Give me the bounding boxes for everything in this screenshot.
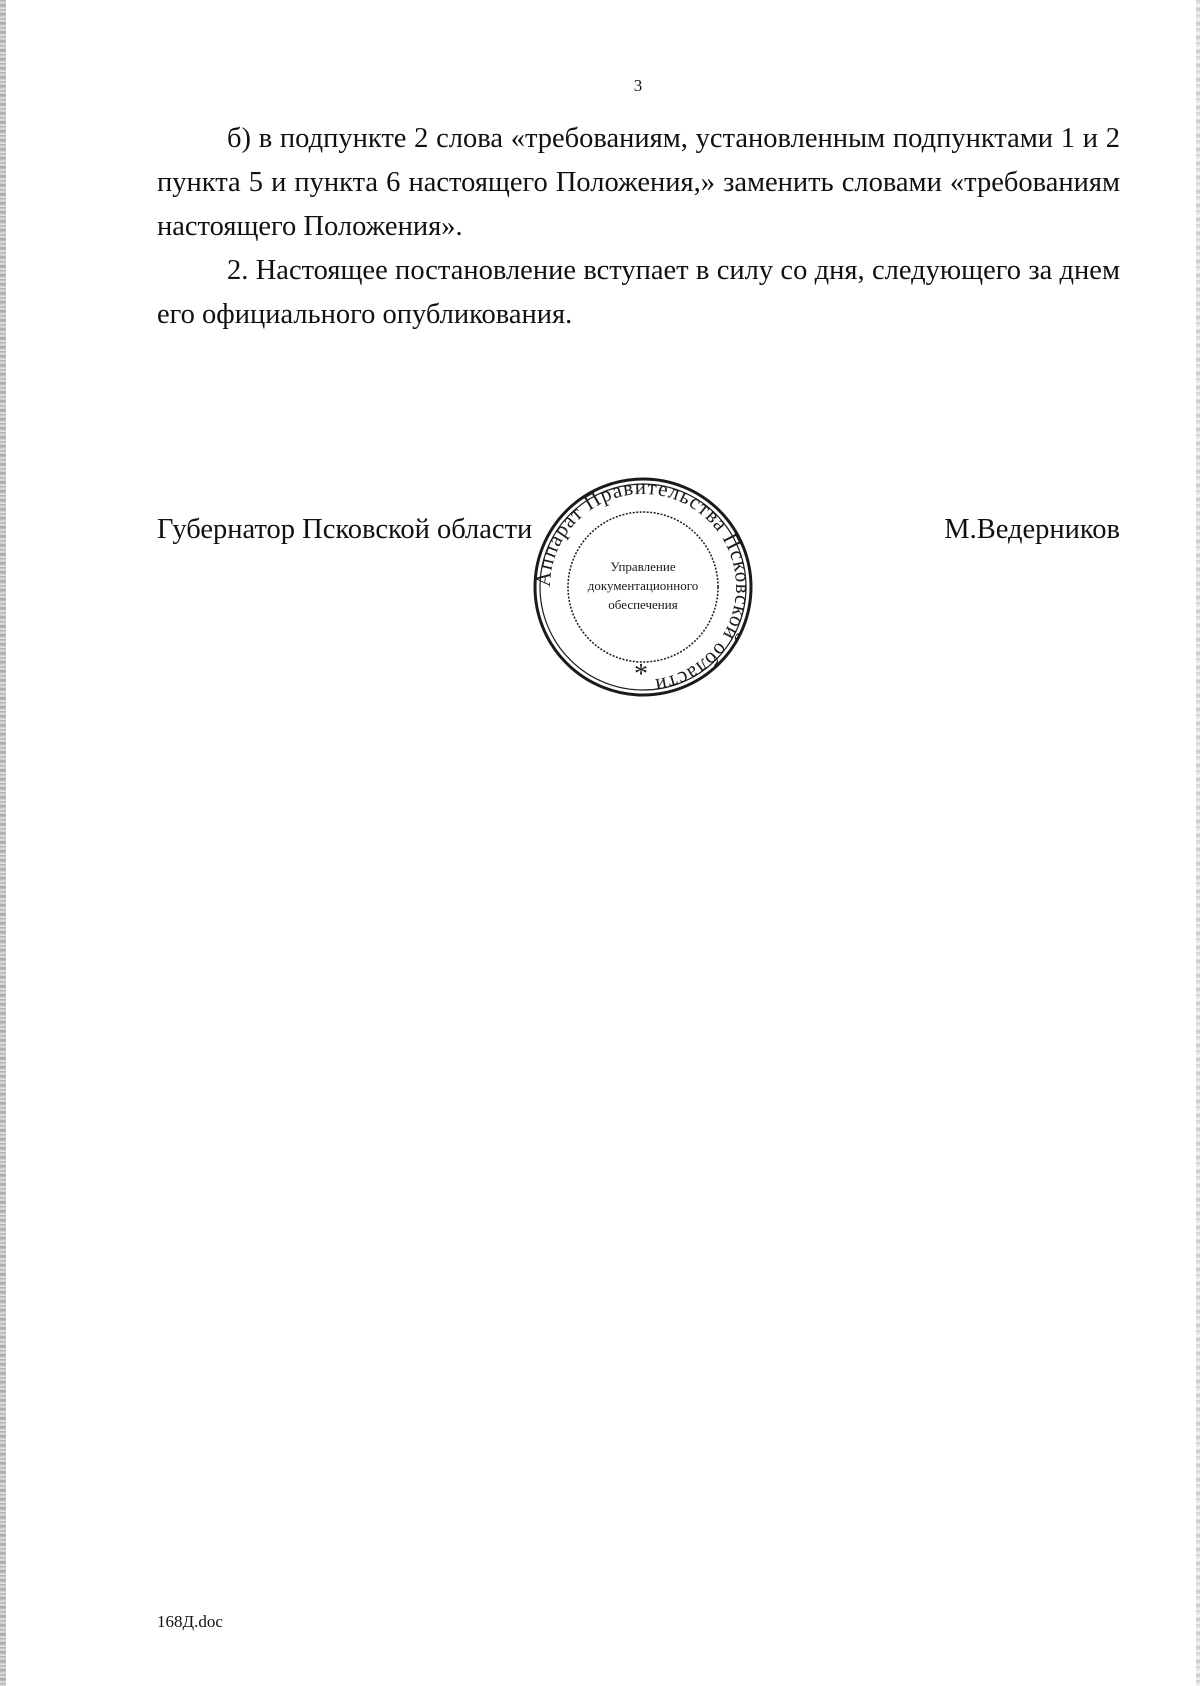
seal-outer-text-path: Аппарат Правительства Псковской области [531,475,755,699]
scan-edge-right [1196,0,1200,1686]
seal-inner-line-3: обеспечения [608,597,678,612]
paragraph-subpoint-b: б) в подпункте 2 слова «требованиям, установленным подпунктами 1 и 2 пункта 5 и пункта 6 настоящего Положения,» заменить словами «требованиям настоящего Положения». [157,123,1120,242]
document-body [157,117,1120,337]
file-name: 168Д.doc [157,1612,223,1631]
official-seal [531,475,755,699]
seal-inner-line-2: документационного [587,578,699,593]
seal-star: * [634,659,648,690]
signatory-title: Губернатор Псковской области [157,514,533,545]
seal-inner-line-1: Управление [610,559,676,574]
page-number: 3 [633,76,643,95]
signatory-name: М.Ведерников [944,514,1120,545]
paragraph-effective-date: 2. Настоящее постановление вступает в силу со дня, следующего за днем его официального опубликования. [157,255,1120,330]
scan-edge-left [0,0,6,1686]
